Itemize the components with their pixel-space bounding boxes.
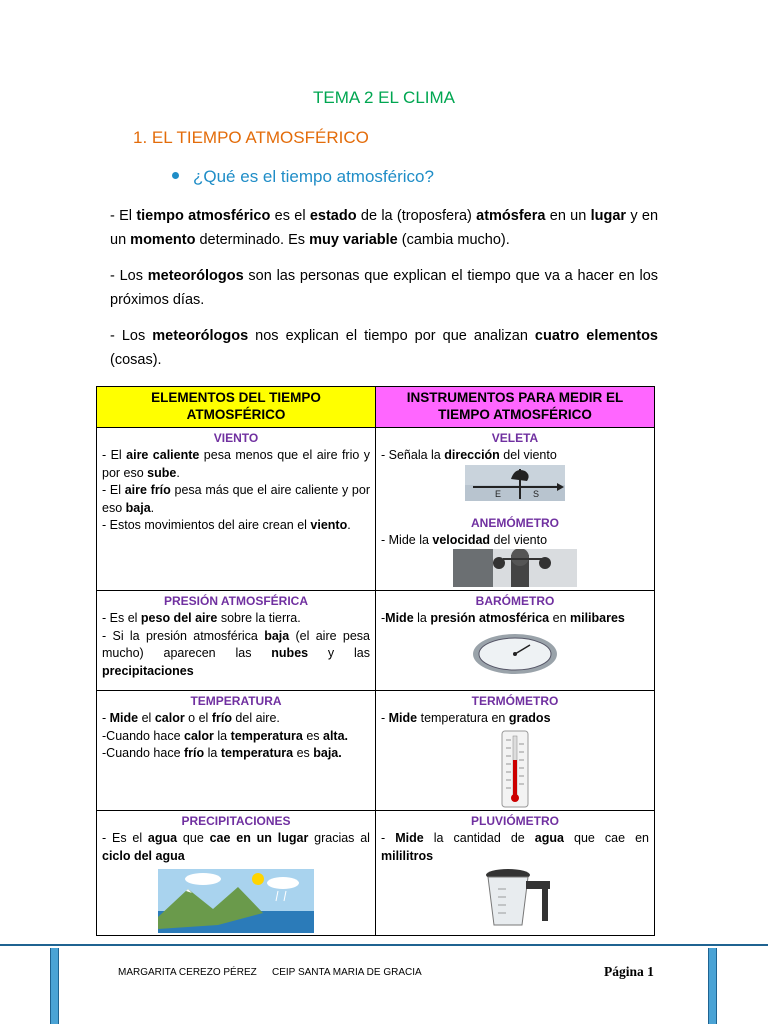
instrument-title: TERMÓMETRO: [471, 694, 559, 708]
text-line: -Mide la presión atmosférica en milibares: [381, 611, 625, 625]
weather-vane-image: [465, 465, 565, 501]
text-line: - El aire frío pesa más que el aire caliente y por eso baja.: [102, 483, 370, 515]
thermometer-image: [501, 730, 529, 808]
text-line: - El aire caliente pesa menos que el aire frio y por eso sube.: [102, 448, 370, 480]
table-row: [97, 691, 655, 811]
bullet-dot-icon: [172, 172, 179, 179]
text-line: - Mide el calor o el frío del aire.: [102, 711, 280, 725]
water-cycle-image: [158, 869, 314, 933]
text-line: - Es el agua que cae en un lugar gracias al ciclo del agua: [102, 831, 370, 863]
cell-viento: [97, 428, 376, 591]
svg-text:S: S: [533, 488, 540, 499]
paragraph-meteorologists: - Los meteorólogos son las personas que explican el tiempo que va a hacer en los próximos días.: [110, 268, 659, 308]
text-line: - Es el peso del aire sobre la tierra.: [102, 611, 301, 625]
footer-left-bar: [50, 948, 59, 1024]
cell-presion: [97, 591, 376, 691]
instrument-title: ANEMÓMETRO: [471, 515, 559, 530]
table-header-row: [97, 387, 655, 428]
footer-school: CEIP SANTA MARIA DE GRACIA: [272, 967, 422, 978]
bullet-question: [172, 167, 434, 187]
footer-right-bar: [708, 948, 717, 1024]
paragraph-definition: - El tiempo atmosférico es el estado de la (troposfera) atmósfera en un lugar y en un momento determinado. Es muy variable (cambia mucho).: [110, 208, 659, 248]
text-line: -Cuando hace calor la temperatura es alta.: [102, 728, 349, 743]
svg-text:E: E: [495, 488, 502, 499]
text-line: - Mide temperatura en grados: [381, 711, 551, 725]
element-title: PRESIÓN ATMOSFÉRICA: [163, 594, 308, 608]
header-elements: ELEMENTOS DEL TIEMPO ATMOSFÉRICO: [97, 387, 376, 428]
cell-veleta: [376, 428, 655, 591]
text-line: - Señala la dirección del viento: [381, 448, 557, 462]
instrument-title: PLUVIÓMETRO: [470, 814, 559, 828]
section-heading: 1. EL TIEMPO ATMOSFÉRICO: [133, 128, 369, 147]
cell-precipitaciones: [97, 811, 376, 936]
footer-page-number: Página 1: [604, 964, 654, 979]
text-line: - Si la presión atmosférica baja (el aire pesa mucho) aparecen las nubes y las precipitaciones: [102, 628, 370, 678]
bullet-question-text: ¿Qué es el tiempo atmosférico?: [193, 167, 434, 186]
text-line: - Estos movimientos del aire crean el viento.: [102, 518, 351, 532]
footer-divider: [0, 944, 768, 946]
element-title: VIENTO: [213, 431, 259, 445]
footer-author: MARGARITA CEREZO PÉREZ: [118, 967, 257, 978]
text-line: - Mide la velocidad del viento: [381, 532, 548, 547]
instrument-title: BARÓMETRO: [475, 594, 555, 608]
text-line: - Mide la cantidad de agua que cae en mililitros: [381, 831, 649, 863]
cell-termometro: [376, 691, 655, 811]
paragraph-elements: - Los meteorólogos nos explican el tiempo por que analizan cuatro elementos (cosas).: [110, 328, 658, 368]
table-row: [97, 811, 655, 936]
anemometer-image: [453, 549, 577, 587]
table-row: [97, 428, 655, 591]
page-footer: [0, 944, 768, 1024]
text-line: -Cuando hace frío la temperatura es baja.: [102, 746, 342, 760]
cell-temperatura: [97, 691, 376, 811]
header-instruments: INSTRUMENTOS PARA MEDIR EL TIEMPO ATMOSFÉRICO: [376, 387, 655, 428]
table-row: [97, 591, 655, 691]
weather-elements-table: [96, 386, 655, 936]
rain-gauge-image: [478, 867, 552, 929]
barometer-image: [472, 633, 558, 675]
instrument-title: VELETA: [491, 431, 539, 445]
element-title: PRECIPITACIONES: [181, 814, 291, 828]
page-title: TEMA 2 EL CLIMA: [312, 88, 456, 107]
element-title: TEMPERATURA: [190, 694, 282, 708]
cell-pluviometro: [376, 811, 655, 936]
cell-barometro: [376, 591, 655, 691]
